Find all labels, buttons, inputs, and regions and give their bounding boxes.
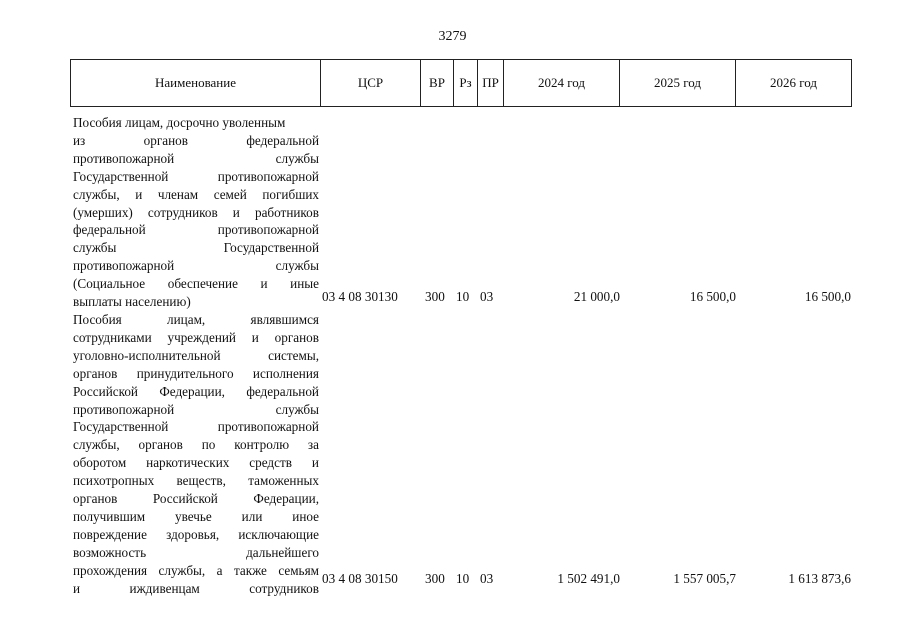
row-name-line: Пособия лицам, досрочно уволенным	[73, 115, 286, 130]
row-name-line: федеральной противопожарной	[73, 222, 319, 238]
row-vr: 300	[425, 571, 445, 586]
row-value-2025: 1 557 005,7	[673, 571, 736, 586]
header-rz: Рз	[454, 60, 478, 107]
row-vr: 300	[425, 289, 445, 304]
row-name-line: прохождения службы, а также семьям	[73, 562, 319, 578]
table-row	[70, 311, 851, 601]
row-name-line: психотропных веществ, таможенных	[73, 473, 319, 489]
row-value-2024: 1 502 491,0	[557, 571, 620, 586]
row-name-line: Государственной противопожарной	[73, 419, 319, 435]
row-name-line: и иждивенцам сотрудников	[73, 580, 319, 596]
row-name-line: (Социальное обеспечение и иные	[73, 276, 319, 292]
header-pr: ПР	[478, 60, 504, 107]
row-rz: 10	[456, 289, 470, 304]
row-name-line: сотрудниками учреждений и органов	[73, 329, 319, 345]
row-name-line: службы, органов по контролю за	[73, 437, 319, 453]
row-name-line: выплаты населению)	[73, 294, 191, 310]
row-name-line: службы, и членам семей погибших	[73, 186, 319, 202]
row-name-line: (умерших) сотрудников и работников	[73, 204, 319, 220]
row-name	[73, 311, 319, 598]
header-name: Наименование	[71, 60, 321, 107]
row-csr: 03 4 08 30130	[322, 289, 398, 304]
row-name-line: противопожарной службы	[73, 258, 319, 274]
row-pr: 03	[480, 571, 494, 586]
row-value-2024: 21 000,0	[573, 289, 620, 304]
row-pr: 03	[480, 289, 494, 304]
row-name-line: противопожарной службы	[73, 401, 319, 417]
row-value-2026: 1 613 873,6	[788, 571, 851, 586]
row-name-line: получившим увечье или иное	[73, 508, 319, 524]
row-name-line: Пособия лицам, являвшимся	[73, 312, 319, 327]
header-vr: ВР	[421, 60, 454, 107]
row-name-line: оборотом наркотических средств и	[73, 455, 319, 471]
table-header	[70, 59, 852, 107]
row-name	[73, 114, 319, 311]
row-value-2026: 16 500,0	[804, 289, 851, 304]
row-name-line: противопожарной службы	[73, 150, 319, 166]
header-year-2025: 2025 год	[620, 60, 736, 107]
row-name-line: органов Российской Федерации,	[73, 491, 319, 507]
row-name-line: Государственной противопожарной	[73, 168, 319, 184]
row-name-line: возможность дальнейшего	[73, 544, 319, 560]
header-csr: ЦСР	[321, 60, 421, 107]
row-name-line: из органов федеральной	[73, 132, 319, 148]
row-name-line: уголовно-исполнительной системы,	[73, 347, 319, 363]
header-year-2026: 2026 год	[736, 60, 852, 107]
row-name-line: службы Государственной	[73, 240, 319, 256]
row-name-line: повреждение здоровья, исключающие	[73, 526, 319, 542]
row-name-line: Российской Федерации, федеральной	[73, 383, 319, 399]
row-value-2025: 16 500,0	[689, 289, 736, 304]
page-number: 3279	[438, 29, 467, 44]
row-rz: 10	[456, 571, 470, 586]
table-row	[70, 114, 851, 310]
header-year-2024: 2024 год	[504, 60, 620, 107]
row-name-line: органов принудительного исполнения	[73, 365, 319, 381]
row-csr: 03 4 08 30150	[322, 571, 398, 586]
